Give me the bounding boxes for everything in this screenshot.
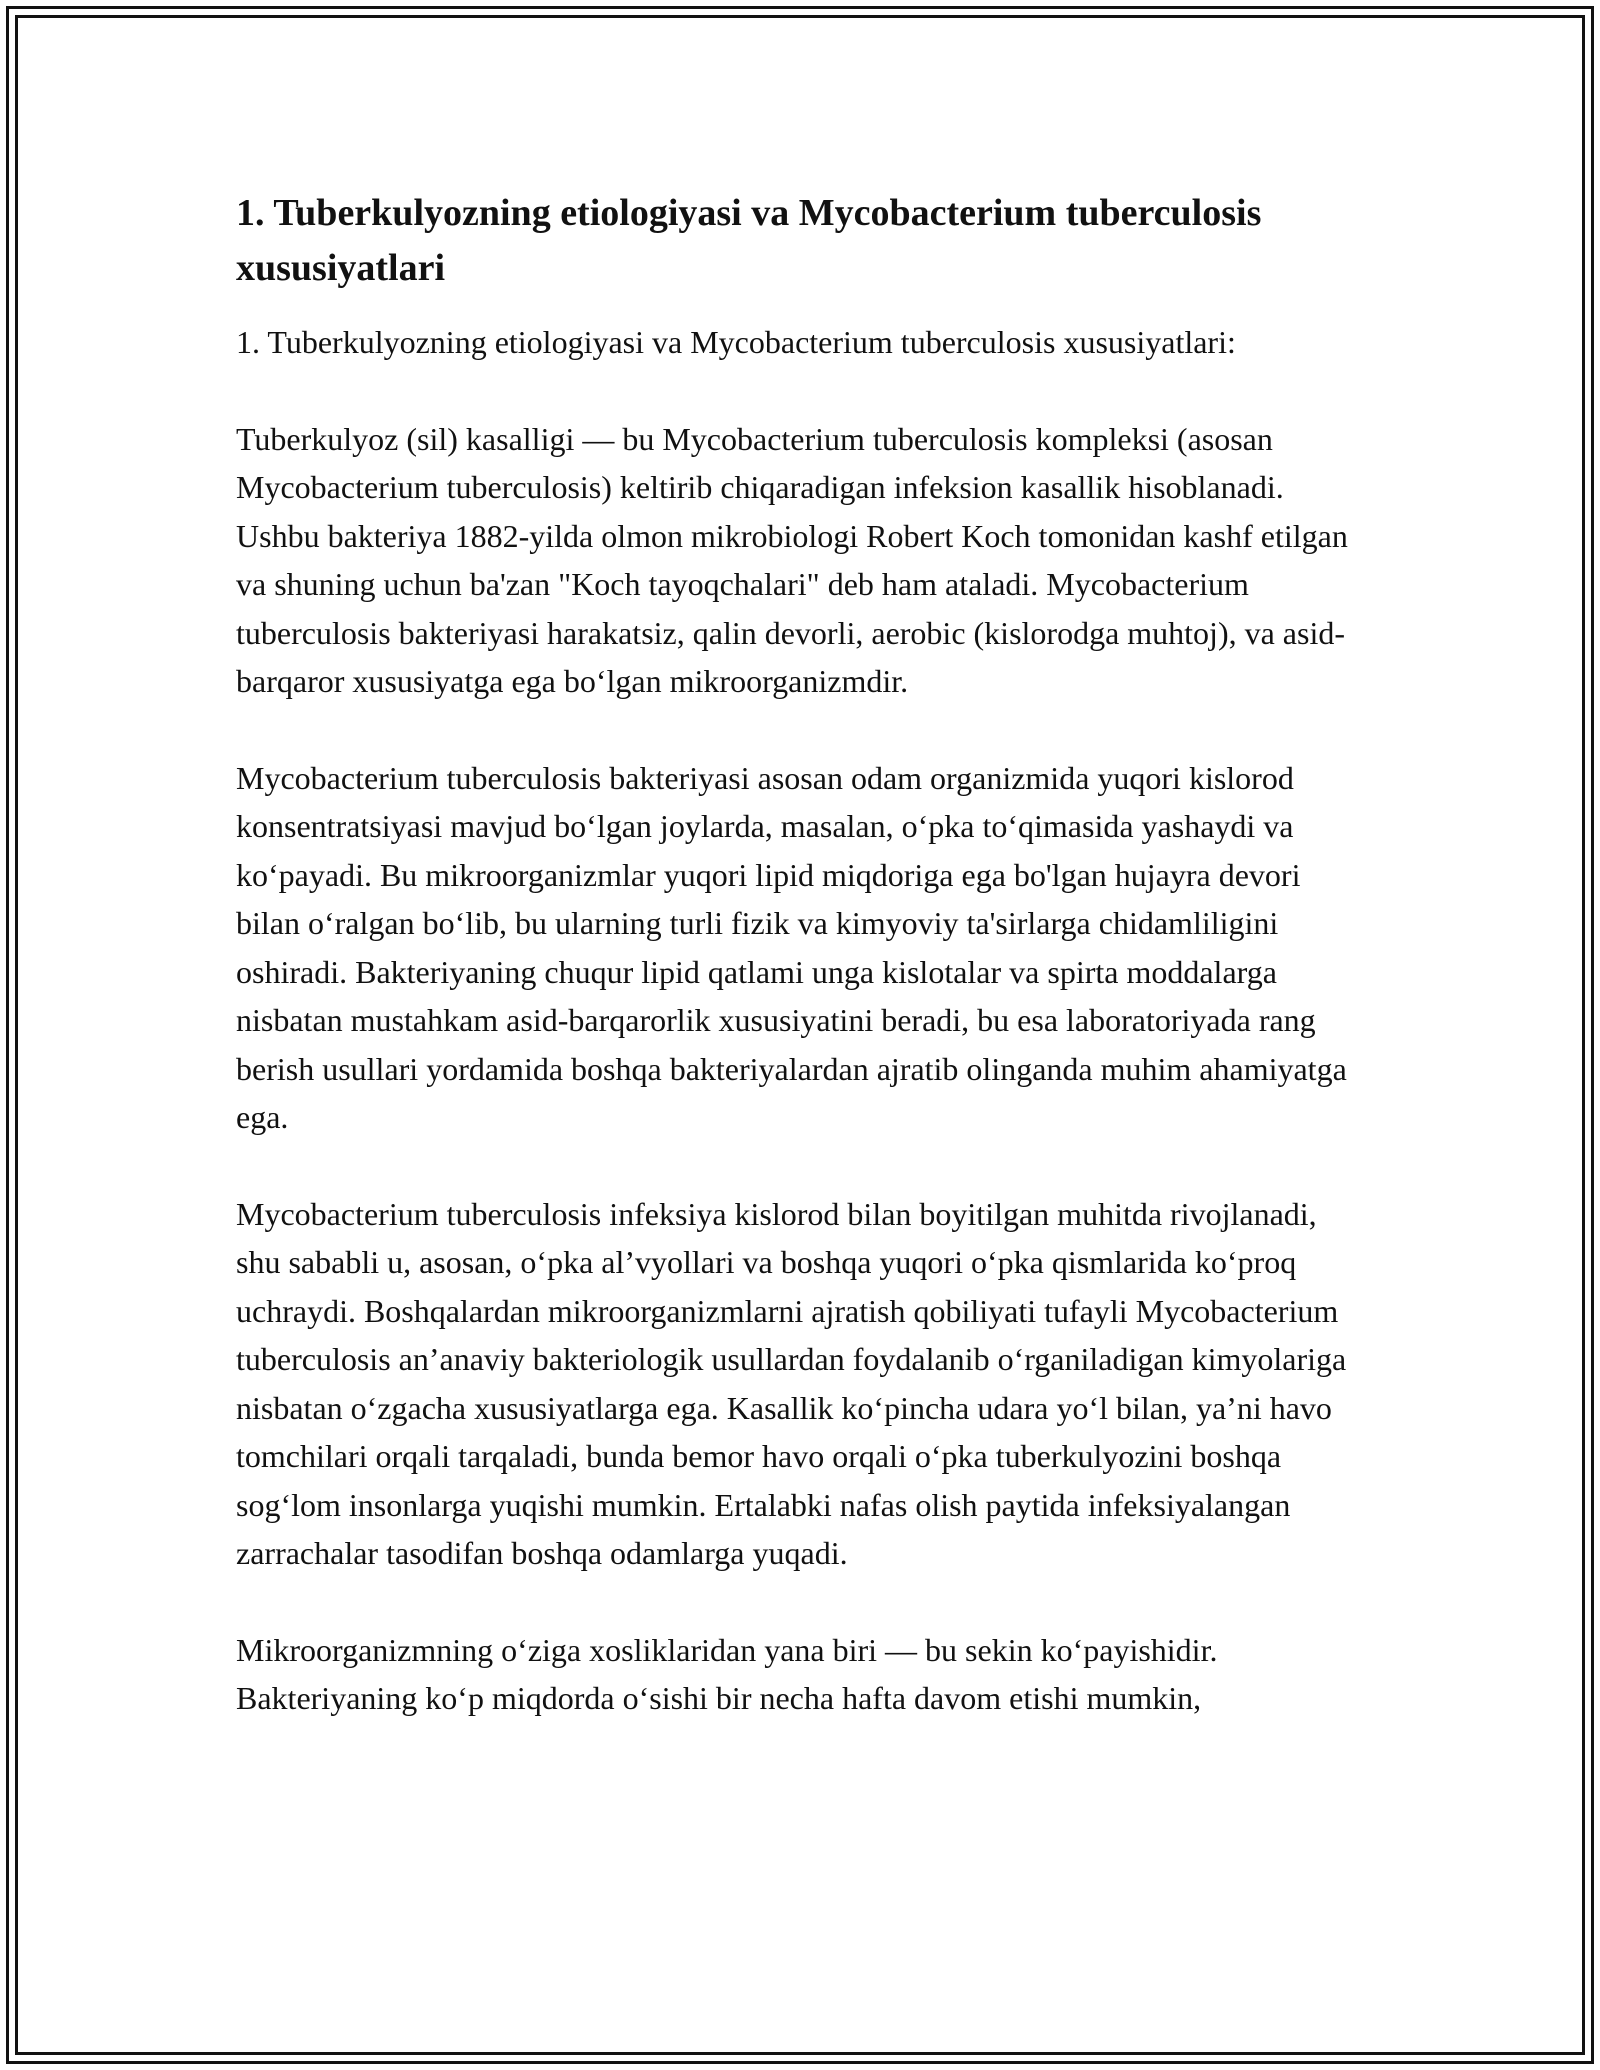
section-subtitle: 1. Tuberkulyozning etiologiyasi va Mycobacterium tuberculosis xususiyatlari:: [236, 324, 1236, 360]
document-title: 1. Tuberkulyozning etiologiyasi va Mycobacterium tuberculosis xususiyatlari: [236, 192, 1262, 289]
document-page: [236, 186, 1366, 1723]
paragraph-growth: Mikroorganizmning oʻziga xosliklaridan yana biri — bu sekin koʻpayishidir. Bakteriyaning koʻp miqdorda oʻsishi bir necha hafta davom etishi mumkin,: [236, 1631, 1218, 1716]
paragraph-transmission: Mycobacterium tuberculosis infeksiya kislorod bilan boyitilgan muhitda rivojlanadi, shu sababli u, asosan, oʻpka al’vyollari va boshqa yuqori oʻpka qismlarida koʻproq uchraydi. Boshqalardan mikroorganizmlarni ajratish qobiliyati tufayli Mycobacterium tuberculosis an’anaviy bakteriologik usullardan foydalanib oʻrganiladigan kimyolariga nisbatan oʻzgacha xususiyatlarga ega. Kasallik koʻpincha udara yoʻl bilan, ya’ni havo tomchilari orqali tarqaladi, bunda bemor havo orqali oʻpka tuberkulyozini boshqa sogʻlom insonlarga yuqishi mumkin. Ertalabki nafas olish paytida infeksiyalangan zarrachalar tasodifan boshqa odamlarga yuqadi.: [236, 1195, 1347, 1571]
paragraph-definition: Tuberkulyoz (sil) kasalligi — bu Mycobacterium tuberculosis kompleksi (asosan Mycobacterium tuberculosis) keltirib chiqaradigan infeksion kasallik hisoblanadi. Ushbu bakteriya 1882-yilda olmon mikrobiologi Robert Koch tomonidan kashf etilgan va shuning uchun ba'zan "Koch tayoqchalari" deb ham ataladi. Mycobacterium tuberculosis bakteriyasi harakatsiz, qalin devorli, aerobic (kislorodga muhtoj), va asid-barqaror xususiyatga ega boʻlgan mikroorganizmdir.: [236, 420, 1348, 699]
paragraph-habitat: Mycobacterium tuberculosis bakteriyasi asosan odam organizmida yuqori kislorod konsentratsiyasi mavjud boʻlgan joylarda, masalan, oʻpka toʻqimasida yashaydi va koʻpayadi. Bu mikroorganizmlar yuqori lipid miqdoriga ega bo'lgan hujayra devori bilan oʻralgan boʻlib, bu ularning turli fizik va kimyoviy ta'sirlarga chidamliligini oshiradi. Bakteriyaning chuqur lipid qatlami unga kislotalar va spirta moddalarga nisbatan mustahkam asid-barqarorlik xususiyatini beradi, bu esa laboratoriyada rang berish usullari yordamida boshqa bakteriyalardan ajratib olinganda muhim ahamiyatga ega.: [236, 759, 1347, 1135]
